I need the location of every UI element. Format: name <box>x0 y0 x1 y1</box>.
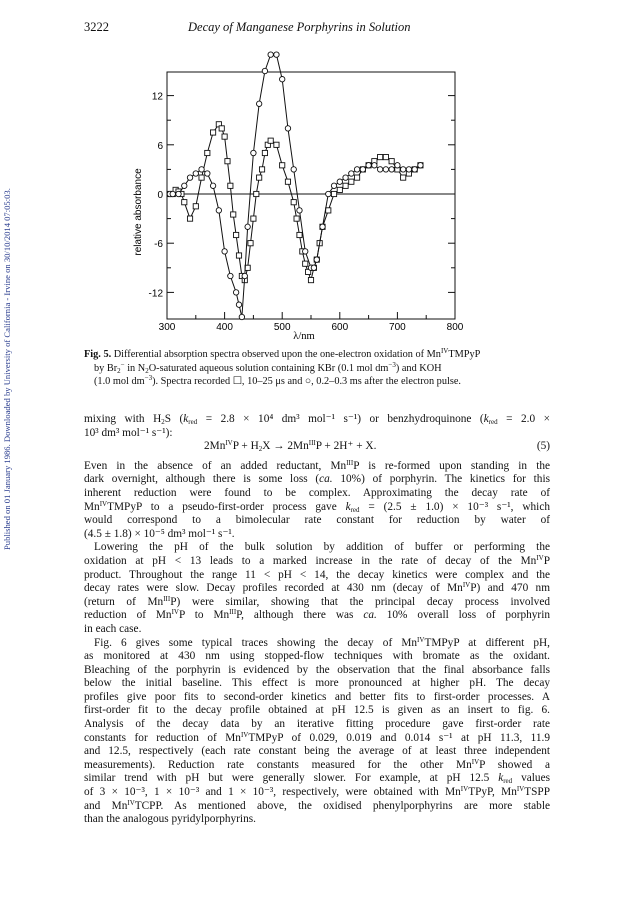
data-point-circle <box>372 163 377 168</box>
data-point-square <box>354 175 359 180</box>
data-point-square <box>274 142 279 147</box>
figure-5-chart <box>0 0 624 345</box>
data-point-circle <box>400 167 405 172</box>
data-point-circle <box>412 167 417 172</box>
text-line: in each case. <box>84 622 142 635</box>
text-line: would correspond to a bimolecular rate constant for reduction by water of <box>84 514 550 527</box>
text-line: similar trend with pH but were generally slower. For example, at pH 12.5 $k_{red}$ values <box>84 772 550 786</box>
equation: $2Mn^{IV}P + H_2X \to 2Mn^{III}P + 2H^+ + X$. <box>204 439 377 454</box>
y-tick-label: 0 <box>157 190 163 201</box>
y-tick-label: 6 <box>157 140 163 152</box>
text-line: and 12.5, respectively (each rate constant being the average of at least three independent <box>84 745 550 758</box>
data-point-circle <box>337 179 342 184</box>
data-point-circle <box>406 167 411 172</box>
series-line-circles <box>170 55 421 317</box>
text-line: Lowering the pH of the bulk solution by addition of buffer or performing the <box>94 541 550 554</box>
data-point-circle <box>314 257 319 262</box>
data-point-square <box>222 134 227 139</box>
x-tick-label: 700 <box>389 322 406 333</box>
data-point-circle <box>297 208 302 213</box>
download-notice: Published on 01 January 1986. Downloaded by University of California - Irvine on 30/10/2014 07:05:03. <box>2 188 12 550</box>
text-line: dark overnight, although there is some loss (ca. 10%) of porphyrin. The kinetics for this <box>84 473 550 486</box>
data-point-circle <box>311 265 316 270</box>
text-line: Fig. 6 gives some typical traces showing the decay of $Mn^{IV}TMPyP$ at different pH, <box>94 635 551 649</box>
data-point-square <box>291 200 296 205</box>
data-point-square <box>193 204 198 209</box>
y-tick-label: 12 <box>151 91 163 103</box>
data-point-circle <box>193 171 198 176</box>
data-point-circle <box>349 171 354 176</box>
data-point-square <box>389 159 394 164</box>
data-point-circle <box>239 314 244 319</box>
data-point-circle <box>326 191 331 196</box>
data-point-circle <box>205 171 210 176</box>
y-tick-label: -12 <box>148 288 163 300</box>
text-line: 10³ dm³ mol⁻¹ s⁻¹): <box>84 426 173 439</box>
data-point-circle <box>377 167 382 172</box>
data-point-circle <box>331 183 336 188</box>
text-line: below the initial baseline. This effect is more pronounced at higher pH. The decay <box>84 677 550 690</box>
data-point-circle <box>366 163 371 168</box>
data-point-square <box>187 216 192 221</box>
data-point-square <box>349 179 354 184</box>
data-point-circle <box>268 52 273 57</box>
text-line: measurements). Reduction rate constants measured for the other $Mn^{IV}P$ showed a <box>84 757 551 771</box>
data-point-square <box>259 167 264 172</box>
y-axis-label: relative absorbance <box>133 168 144 256</box>
data-point-square <box>248 241 253 246</box>
text-line: first-order fit to the decay profile obtained at pH 12.5 is given as an insert to fig. 6. <box>84 704 550 717</box>
text-line: oxidation at pH < 13 leads to a marked increase in the rate of decay of the $Mn^{IV}P$ <box>84 553 550 567</box>
data-point-circle <box>274 52 279 57</box>
data-point-square <box>251 216 256 221</box>
data-point-circle <box>222 249 227 254</box>
data-point-circle <box>395 163 400 168</box>
data-point-circle <box>236 302 241 307</box>
data-point-circle <box>291 167 296 172</box>
data-point-square <box>210 130 215 135</box>
x-axis-label: λ/nm <box>293 331 315 342</box>
text-line: Even in the absence of an added reductant, $Mn^{III}P$ is re-formed upon standing in the <box>84 458 551 472</box>
data-point-square <box>297 232 302 237</box>
data-point-circle <box>383 167 388 172</box>
data-point-square <box>378 155 383 160</box>
data-point-square <box>254 191 259 196</box>
text-line: profiles give poor fits to second-order kinetics and better fits to first-order processes. A <box>84 690 550 703</box>
data-point-circle <box>182 183 187 188</box>
data-point-square <box>294 216 299 221</box>
body-text <box>84 413 550 827</box>
data-point-circle <box>354 167 359 172</box>
text-line: $Mn^{IV}TMPyP$ to a pseudo-first-order process gave $k_{red} = (2.5 \pm 1.0) \times 10^{-3}$ s⁻¹, which <box>84 499 550 514</box>
text-line: and $Mn^{IV}TCPP$. As mentioned above, the oxidised phenylporphyrins are more stable <box>84 798 550 812</box>
data-point-circle <box>199 167 204 172</box>
data-point-square <box>231 212 236 217</box>
data-point-square <box>401 175 406 180</box>
text-line: Analysis of the decay data by an iterative fitting procedure gave first-order rate <box>84 718 550 731</box>
data-point-circle <box>418 163 423 168</box>
text-line: reduction of $Mn^{IV}P$ to $Mn^{III}P$, although there was ca. 10% overall loss of porphyrin <box>84 608 550 622</box>
data-point-circle <box>170 191 175 196</box>
text-line: of 3 × 10⁻³, 1 × 10⁻³ and 1 × 10⁻³, respectively, were obtained with $Mn^{IV}TPyP$, $Mn^{IV}TSPP$ <box>84 785 550 799</box>
data-point-circle <box>245 224 250 229</box>
data-point-square <box>262 150 267 155</box>
chart-series <box>167 52 423 320</box>
x-tick-label: 600 <box>331 322 349 333</box>
text-line: than the analogous pyridylporphyrins. <box>84 813 256 826</box>
data-point-circle <box>210 183 215 188</box>
data-point-circle <box>303 249 308 254</box>
data-point-circle <box>233 290 238 295</box>
caption-line: by $Br_2^-$ in $N_2O$-saturated aqueous solution containing KBr (0.1 mol $dm^{-3}$) and KOH <box>94 360 442 375</box>
data-point-square <box>285 179 290 184</box>
text-line: inherent reduction were found to be complex. Approximating the decay rate of <box>84 486 550 499</box>
data-point-square <box>268 138 273 143</box>
data-point-square <box>225 159 230 164</box>
text-line: mixing with $H_2S$ ($k_{red} = 2.8 \times 10^4$ dm³ mol⁻¹ s⁻¹) or benzhydroquinone ($k_{red} = 2.0$ × <box>84 413 550 426</box>
chart-axes <box>149 72 464 333</box>
data-point-circle <box>216 208 221 213</box>
text-line: Bleaching of the porphyrin is evidenced by the observation that the final absorbance falls <box>84 663 550 676</box>
caption-line: (1.0 mol $dm^{-3}$). Spectra recorded ☐, 10–25 μs and ○, 0.2–0.3 ms after the electron pulse. <box>94 374 461 388</box>
data-point-circle <box>285 126 290 131</box>
x-tick-label: 300 <box>158 322 176 333</box>
data-point-circle <box>242 273 247 278</box>
data-point-square <box>383 155 388 160</box>
data-point-circle <box>251 150 256 155</box>
data-point-circle <box>262 68 267 73</box>
data-point-circle <box>176 191 181 196</box>
text-line: as monitored at 430 nm using stopped-flow techniques with bromate as the oxidant. <box>84 650 550 663</box>
data-point-circle <box>256 101 261 106</box>
data-point-square <box>236 253 241 258</box>
data-point-circle <box>389 167 394 172</box>
data-point-square <box>219 126 224 131</box>
figure-caption <box>84 348 552 389</box>
data-point-square <box>257 175 262 180</box>
data-point-circle <box>280 77 285 82</box>
x-tick-label: 500 <box>273 322 291 333</box>
text-line: product. Throughout the range 11 < pH < 14, the decay kinetics were complex and the <box>84 568 550 581</box>
data-point-circle <box>320 224 325 229</box>
data-point-circle <box>360 167 365 172</box>
data-point-square <box>205 150 210 155</box>
data-point-square <box>337 187 342 192</box>
equation-number: (5) <box>536 440 550 453</box>
data-point-square <box>228 183 233 188</box>
text-line: constants for reduction of $Mn^{IV}TMPyP$ of 0.029, 0.019 and 0.014 s⁻¹ at pH 11.3, 11.9 <box>84 730 551 744</box>
data-point-circle <box>187 175 192 180</box>
text-line: (return of $Mn^{III}P$) were similar, showing that the principal decay process involved <box>84 594 550 608</box>
x-tick-label: 800 <box>446 322 464 333</box>
text-line: (4.5 ± 1.8) × 10⁻⁵ dm³ mol⁻¹ s⁻¹. <box>84 527 235 540</box>
y-tick-label: -6 <box>154 239 163 251</box>
x-tick-label: 400 <box>216 322 233 333</box>
text-line: decay rates were slow. Decay profiles recorded at 430 nm (decay of $Mn^{IV}P$) and 470 nm <box>84 581 550 595</box>
data-point-square <box>331 191 336 196</box>
data-point-square <box>308 278 313 283</box>
data-point-circle <box>343 175 348 180</box>
data-point-square <box>280 163 285 168</box>
running-head: Decay of Manganese Porphyrins in Solution <box>188 20 411 34</box>
data-point-square <box>343 183 348 188</box>
data-point-square <box>303 261 308 266</box>
equation-line <box>84 440 550 454</box>
page-number: 3222 <box>84 20 109 34</box>
data-point-square <box>182 200 187 205</box>
data-point-square <box>199 175 204 180</box>
data-point-square <box>234 232 239 237</box>
data-point-circle <box>228 273 233 278</box>
data-point-square <box>326 208 331 213</box>
caption-line: Fig. 5. Differential absorption spectra observed upon the one-electron oxidation of $Mn^{IV}TMPyP$ <box>84 347 481 360</box>
